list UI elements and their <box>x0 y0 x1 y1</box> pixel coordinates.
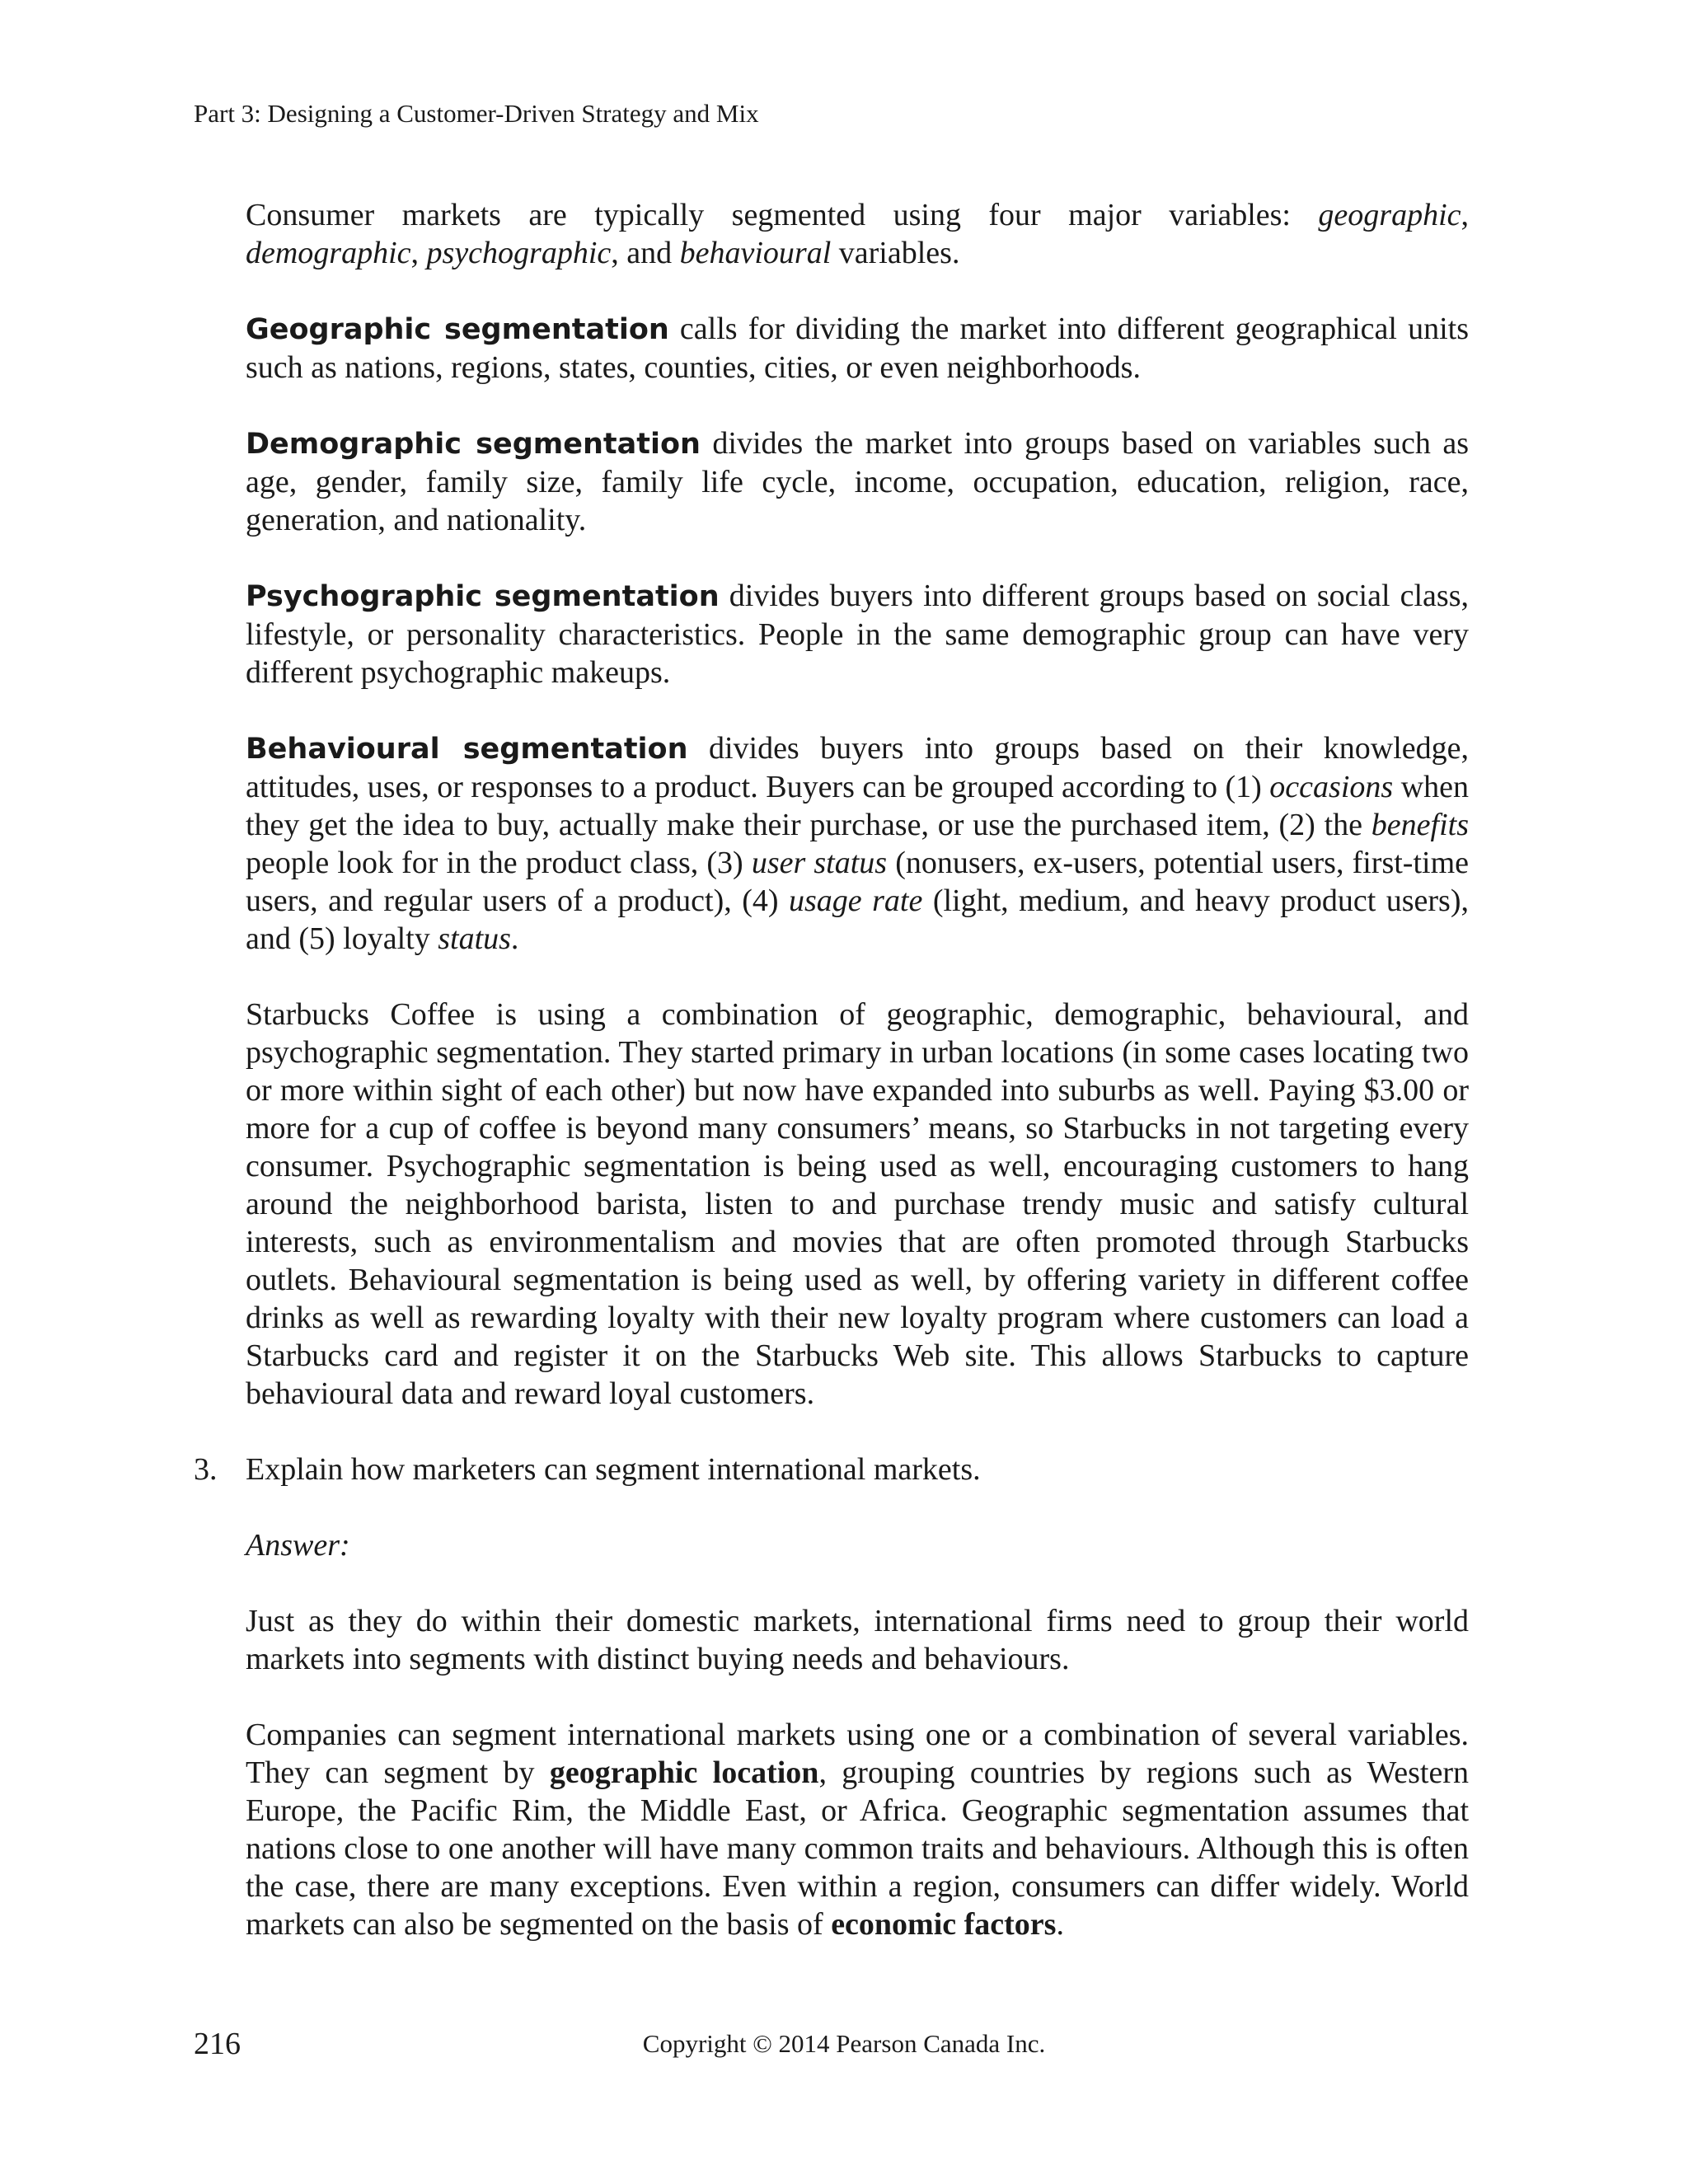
answer-keyword-economic-factors: economic factors <box>831 1907 1057 1942</box>
behavioural-text: (light, medium, and heavy product users), and (5) loyalty <box>246 883 1469 956</box>
answer-paragraph-2 <box>246 1716 1469 1943</box>
behavioural-term: Behavioural segmentation <box>246 733 688 766</box>
intro-text: , <box>410 236 427 270</box>
answer-text: . <box>1056 1907 1064 1942</box>
psychographic-term: Psychographic segmentation <box>246 580 720 613</box>
intro-text: Consumer markets are typically segmented using four major variables: <box>246 198 1319 232</box>
question-3 <box>194 1451 1469 1488</box>
starbucks-paragraph: Starbucks Coffee is using a combination of geographic, demographic, behavioural, and psychographic segmentation. They started primary in urban locations (in some cases locating two or more within sight of each other) but now have expanded into suburbs as well. Paying $3.00 or more for a cup of coffee is beyond many consumers’ means, so Starbucks in not targeting every consumer. Psychographic segmentation is being used as well, encouraging customers to hang around the neighborhood barista, listen to and purchase trendy music and satisfy cultural interests, such as environmentalism and movies that are often promoted through Starbucks outlets. Behavioural segmentation is being used as well, by offering variety in different coffee drinks as well as rewarding loyalty with their new loyalty program where customers can load a Starbucks card and register it on the Starbucks Web site. This allows Starbucks to capture behavioural data and reward loyal customers. <box>246 997 1469 1411</box>
behavioural-occasions: occasions <box>1269 770 1394 804</box>
behavioural-benefits: benefits <box>1371 808 1469 842</box>
intro-variable-demographic: demographic <box>246 236 411 270</box>
geographic-text: calls for dividing the market into different geographical units such as nations, regions, states, counties, cities, or even neighborhoods. <box>246 312 1469 385</box>
answer-label-text: Answer: <box>246 1528 350 1563</box>
page-number: 216 <box>194 2027 241 2061</box>
behavioural-text: (nonusers, ex-users, potential users, first-time users, and regular users of a product), (4) <box>246 846 1469 918</box>
page-body <box>194 196 1470 1943</box>
question-text: Explain how marketers can segment international markets. <box>246 1452 981 1487</box>
intro-variable-geographic: geographic <box>1318 198 1461 232</box>
behavioural-user-status: user status <box>751 846 888 880</box>
psychographic-text: divides buyers into different groups based on social class, lifestyle, or personality characteristics. People in the same demographic group can have very different psychographic makeups. <box>246 579 1469 690</box>
question-number: 3. <box>194 1452 218 1487</box>
copyright-notice: Copyright © 2014 Pearson Canada Inc. <box>642 2029 1046 2058</box>
answer-text: , grouping countries by regions such as Western Europe, the Pacific Rim, the Middle East, or Africa. Geographic segmentation assumes that nations close to one another will have many common traits and behaviours. Although this is often the case, there are many exceptions. Even within a region, consumers can differ widely. World markets can also be segmented on the basis of <box>246 1755 1470 1942</box>
answer-keyword-geographic-location: geographic location <box>549 1755 819 1790</box>
behavioural-text: people look for in the product class, (3) <box>246 846 752 880</box>
behavioural-text: divides buyers into groups based on their knowledge, attitudes, uses, or responses to a product. Buyers can be grouped according to (1) <box>246 731 1469 804</box>
psychographic-paragraph <box>246 577 1469 691</box>
geographic-paragraph <box>246 310 1469 387</box>
answer-label <box>246 1526 1469 1564</box>
intro-text: , and <box>611 236 680 270</box>
demographic-term: Demographic segmentation <box>246 428 701 461</box>
demographic-text: divides the market into groups based on variables such as age, gender, family size, family life cycle, income, occupation, education, religion, race, generation, and nationality. <box>246 426 1469 537</box>
demographic-paragraph <box>246 424 1469 539</box>
intro-variable-behavioural: behavioural <box>679 236 832 270</box>
geographic-term: Geographic segmentation <box>246 313 669 346</box>
behavioural-status: status <box>438 921 511 956</box>
behavioural-usage-rate: usage rate <box>789 883 923 918</box>
behavioural-text: when they get the idea to buy, actually make their purchase, or use the purchased item, (2) the <box>246 770 1469 842</box>
intro-text: variables. <box>831 236 960 270</box>
behavioural-paragraph <box>246 729 1469 958</box>
intro-text: , <box>1461 198 1469 232</box>
intro-paragraph <box>246 196 1469 272</box>
answer-paragraph-1: Just as they do within their domestic markets, international firms need to group their world markets into segments with distinct buying needs and behaviours. <box>246 1604 1469 1676</box>
intro-variable-psychographic: psychographic <box>426 236 612 270</box>
behavioural-text: . <box>510 921 519 956</box>
running-head: Part 3: Designing a Customer-Driven Strategy and Mix <box>194 99 759 128</box>
answer-text: Companies can segment international markets using one or a combination of several variables. They can segment by <box>246 1718 1469 1790</box>
